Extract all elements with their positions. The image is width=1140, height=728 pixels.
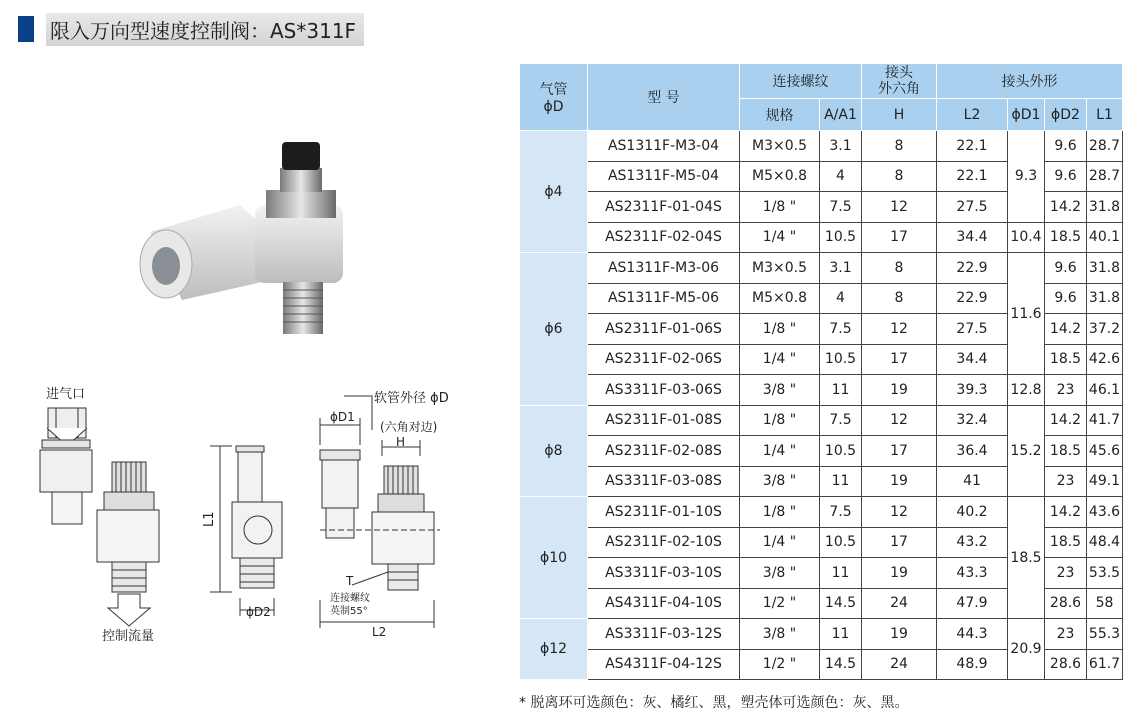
table-row <box>520 253 1123 284</box>
l1-cell: 42.6 <box>1087 344 1123 375</box>
hex-cell: 24 <box>862 649 937 680</box>
l1-cell: 43.6 <box>1087 497 1123 528</box>
l2-cell: 41 <box>937 466 1008 497</box>
table-row <box>520 375 1123 406</box>
model-cell: AS2311F-02-10S <box>588 527 740 558</box>
d1-cell: 9.3 <box>1008 131 1045 223</box>
l2-cell: 22.9 <box>937 283 1008 314</box>
hex-cell: 17 <box>862 527 937 558</box>
d2-cell: 14.2 <box>1045 314 1087 345</box>
thread-spec-cell: 1/4 " <box>740 527 820 558</box>
hex-cell: 17 <box>862 222 937 253</box>
table-row <box>520 131 1123 162</box>
header-dims: 接头外形 <box>937 64 1123 99</box>
d2-cell: 14.2 <box>1045 497 1087 528</box>
header-hex: 接头 外六角 <box>862 64 937 99</box>
l1-cell: 31.8 <box>1087 192 1123 223</box>
l1-cell: 49.1 <box>1087 466 1123 497</box>
tube-diameter-cell: ϕ10 <box>520 497 588 619</box>
d2-label: ϕD2 <box>246 605 271 619</box>
a-cell: 14.5 <box>820 588 862 619</box>
a-cell: 10.5 <box>820 527 862 558</box>
side-view-drawing <box>210 446 282 616</box>
d1-cell: 18.5 <box>1008 497 1045 619</box>
header-h: H <box>862 99 937 131</box>
d2-cell: 9.6 <box>1045 131 1087 162</box>
l2-cell: 39.3 <box>937 375 1008 406</box>
hex-cell: 17 <box>862 344 937 375</box>
tube-diameter-cell: ϕ4 <box>520 131 588 253</box>
a-cell: 3.1 <box>820 131 862 162</box>
a-cell: 11 <box>820 375 862 406</box>
d2-cell: 18.5 <box>1045 344 1087 375</box>
model-cell: AS2311F-02-08S <box>588 436 740 467</box>
product-illustration <box>0 60 505 720</box>
thread-spec-cell: 1/8 " <box>740 497 820 528</box>
model-cell: AS3311F-03-06S <box>588 375 740 406</box>
tube-diameter-cell: ϕ6 <box>520 253 588 406</box>
thread-label: 连接螺纹 <box>330 593 370 604</box>
model-cell: AS1311F-M3-04 <box>588 131 740 162</box>
hex-cell: 19 <box>862 558 937 589</box>
a-cell: 4 <box>820 283 862 314</box>
l2-cell: 47.9 <box>937 588 1008 619</box>
table-row <box>520 497 1123 528</box>
d2-cell: 18.5 <box>1045 527 1087 558</box>
header-accent-bar <box>18 16 34 42</box>
table-row <box>520 222 1123 253</box>
a-cell: 3.1 <box>820 253 862 284</box>
hex-cell: 19 <box>862 619 937 650</box>
l2-cell: 36.4 <box>937 436 1008 467</box>
thread-spec-cell: 1/4 " <box>740 436 820 467</box>
d2-cell: 14.2 <box>1045 405 1087 436</box>
header-a: A/A1 <box>820 99 862 131</box>
l2-cell: 27.5 <box>937 314 1008 345</box>
thread-spec-cell: 1/2 " <box>740 588 820 619</box>
hex-cell: 12 <box>862 192 937 223</box>
model-cell: AS1311F-M5-06 <box>588 283 740 314</box>
l2-cell: 40.2 <box>937 497 1008 528</box>
page-header <box>18 14 364 44</box>
hex-cell: 8 <box>862 283 937 314</box>
hex-cell: 19 <box>862 375 937 406</box>
d2-cell: 23 <box>1045 619 1087 650</box>
d2-cell: 9.6 <box>1045 161 1087 192</box>
l2-cell: 22.1 <box>937 131 1008 162</box>
table-row <box>520 405 1123 436</box>
d2-cell: 9.6 <box>1045 253 1087 284</box>
d1-cell: 20.9 <box>1008 619 1045 680</box>
l1-cell: 31.8 <box>1087 253 1123 284</box>
header-d2: ϕD2 <box>1045 99 1087 131</box>
thread-spec-cell: 3/8 " <box>740 375 820 406</box>
thread-spec-cell: 1/4 " <box>740 222 820 253</box>
model-cell: AS2311F-01-10S <box>588 497 740 528</box>
l1-cell: 41.7 <box>1087 405 1123 436</box>
table-header <box>520 64 1123 131</box>
l1-cell: 53.5 <box>1087 558 1123 589</box>
hex-cell: 8 <box>862 161 937 192</box>
thread-spec-cell: 1/2 " <box>740 649 820 680</box>
a-cell: 14.5 <box>820 649 862 680</box>
a-cell: 10.5 <box>820 344 862 375</box>
a-cell: 11 <box>820 619 862 650</box>
header-model: 型 号 <box>588 64 740 131</box>
spec-table <box>519 63 1123 680</box>
model-cell: AS2311F-02-06S <box>588 344 740 375</box>
color-note: * 脱离环可选颜色：灰、橘红、黑，塑壳体可选颜色：灰、黑。 <box>519 695 909 711</box>
header-d1: ϕD1 <box>1008 99 1045 131</box>
l2-cell: 44.3 <box>937 619 1008 650</box>
a-cell: 7.5 <box>820 405 862 436</box>
tube-diameter-cell: ϕ12 <box>520 619 588 680</box>
a-cell: 7.5 <box>820 497 862 528</box>
d2-cell: 28.6 <box>1045 649 1087 680</box>
hex-cell: 8 <box>862 253 937 284</box>
thread-spec-label: 英制55° <box>330 606 368 617</box>
tube-od-label: 软管外径 ϕD <box>374 391 449 406</box>
outlet-label: 控制流量 <box>102 629 155 644</box>
model-cell: AS2311F-01-08S <box>588 405 740 436</box>
l1-cell: 45.6 <box>1087 436 1123 467</box>
l2-cell: 43.3 <box>937 558 1008 589</box>
model-cell: AS2311F-02-04S <box>588 222 740 253</box>
d2-cell: 14.2 <box>1045 192 1087 223</box>
a-cell: 4 <box>820 161 862 192</box>
thread-spec-cell: 3/8 " <box>740 466 820 497</box>
l2-cell: 43.2 <box>937 527 1008 558</box>
d2-cell: 18.5 <box>1045 222 1087 253</box>
l2-cell: 48.9 <box>937 649 1008 680</box>
inlet-label: 进气口 <box>46 387 86 402</box>
header-thread: 连接螺纹 <box>740 64 862 99</box>
hex-cell: 19 <box>862 466 937 497</box>
d2-cell: 23 <box>1045 375 1087 406</box>
l2-label: L2 <box>372 625 387 639</box>
model-cell: AS1311F-M3-06 <box>588 253 740 284</box>
l2-cell: 22.9 <box>937 253 1008 284</box>
header-phi-d: 气管 ϕD <box>520 64 588 131</box>
d1-cell: 10.4 <box>1008 222 1045 253</box>
page-title: 限入万向型速度控制阀：AS*311F <box>46 13 364 46</box>
l2-cell: 34.4 <box>937 222 1008 253</box>
d2-cell: 28.6 <box>1045 588 1087 619</box>
table-body <box>520 131 1123 680</box>
thread-spec-cell: M5×0.8 <box>740 283 820 314</box>
thread-spec-cell: 1/8 " <box>740 405 820 436</box>
a-cell: 11 <box>820 558 862 589</box>
front-view-drawing <box>40 408 159 626</box>
l1-cell: 28.7 <box>1087 161 1123 192</box>
hex-cell: 24 <box>862 588 937 619</box>
a-cell: 10.5 <box>820 436 862 467</box>
l1-cell: 55.3 <box>1087 619 1123 650</box>
thread-spec-cell: 3/8 " <box>740 619 820 650</box>
header-spec: 规格 <box>740 99 820 131</box>
header-l1: L1 <box>1087 99 1123 131</box>
d2-cell: 9.6 <box>1045 283 1087 314</box>
hex-cell: 8 <box>862 131 937 162</box>
model-cell: AS2311F-01-06S <box>588 314 740 345</box>
d2-cell: 23 <box>1045 558 1087 589</box>
l1-cell: 46.1 <box>1087 375 1123 406</box>
d1-cell: 12.8 <box>1008 375 1045 406</box>
a-cell: 7.5 <box>820 314 862 345</box>
thread-spec-cell: 1/4 " <box>740 344 820 375</box>
l1-label: L1 <box>202 511 217 527</box>
hex-cell: 12 <box>862 497 937 528</box>
d1-cell: 11.6 <box>1008 253 1045 375</box>
hex-label: (六角对边) <box>380 420 438 434</box>
l2-cell: 34.4 <box>937 344 1008 375</box>
hex-cell: 12 <box>862 314 937 345</box>
model-cell: AS2311F-01-04S <box>588 192 740 223</box>
l1-cell: 40.1 <box>1087 222 1123 253</box>
model-cell: AS4311F-04-10S <box>588 588 740 619</box>
tube-diameter-cell: ϕ8 <box>520 405 588 497</box>
model-cell: AS3311F-03-08S <box>588 466 740 497</box>
thread-spec-cell: M3×0.5 <box>740 253 820 284</box>
d2-cell: 23 <box>1045 466 1087 497</box>
model-cell: AS4311F-04-12S <box>588 649 740 680</box>
l2-cell: 22.1 <box>937 161 1008 192</box>
a-cell: 10.5 <box>820 222 862 253</box>
thread-spec-cell: M5×0.8 <box>740 161 820 192</box>
d2-cell: 18.5 <box>1045 436 1087 467</box>
h-label: H <box>396 435 406 449</box>
l1-cell: 61.7 <box>1087 649 1123 680</box>
thread-spec-cell: 1/8 " <box>740 314 820 345</box>
l1-cell: 28.7 <box>1087 131 1123 162</box>
model-cell: AS1311F-M5-04 <box>588 161 740 192</box>
hex-cell: 17 <box>862 436 937 467</box>
l1-cell: 58 <box>1087 588 1123 619</box>
l1-cell: 48.4 <box>1087 527 1123 558</box>
model-cell: AS3311F-03-10S <box>588 558 740 589</box>
l2-cell: 27.5 <box>937 192 1008 223</box>
l2-cell: 32.4 <box>937 405 1008 436</box>
d1-cell: 15.2 <box>1008 405 1045 497</box>
model-cell: AS3311F-03-12S <box>588 619 740 650</box>
illustration-panel <box>0 60 505 720</box>
table-row <box>520 619 1123 650</box>
thread-spec-cell: 1/8 " <box>740 192 820 223</box>
l1-cell: 31.8 <box>1087 283 1123 314</box>
product-photo <box>140 142 343 334</box>
a-cell: 11 <box>820 466 862 497</box>
thread-spec-cell: 3/8 " <box>740 558 820 589</box>
hex-cell: 12 <box>862 405 937 436</box>
a-cell: 7.5 <box>820 192 862 223</box>
thread-spec-cell: M3×0.5 <box>740 131 820 162</box>
l1-cell: 37.2 <box>1087 314 1123 345</box>
header-l2: L2 <box>937 99 1008 131</box>
t-label: T <box>346 574 354 588</box>
spec-table-container <box>519 63 1122 680</box>
d1-label: ϕD1 <box>330 410 355 424</box>
